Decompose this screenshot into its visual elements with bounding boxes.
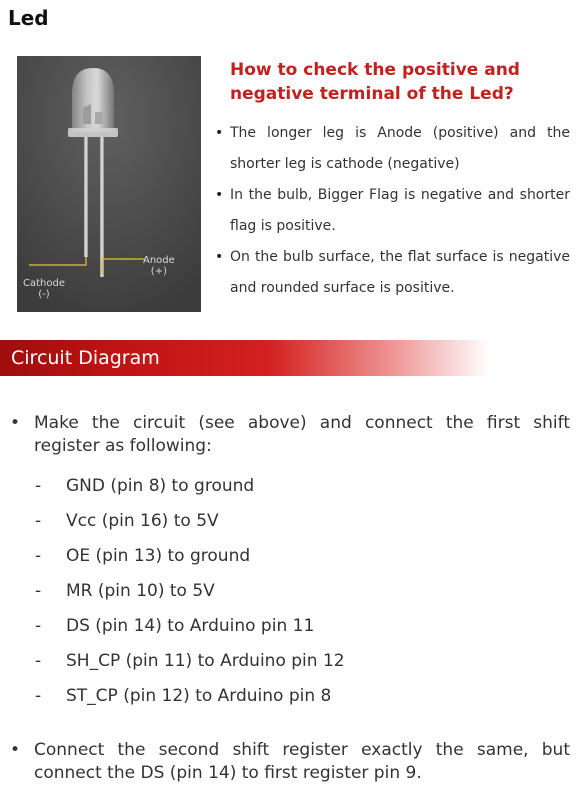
section-banner <box>0 340 490 376</box>
dash-icon: - <box>35 511 42 531</box>
bullet-icon: • <box>10 740 21 760</box>
list-item <box>10 579 570 614</box>
pin-connection: ST_CP (pin 12) to Arduino pin 8 <box>66 686 332 706</box>
dash-icon: - <box>35 616 42 636</box>
cathode-label <box>23 278 65 300</box>
pin-connection: OE (pin 13) to ground <box>66 546 251 566</box>
dash-icon: - <box>35 581 42 601</box>
list-item <box>10 649 570 684</box>
anode-text: Anode <box>143 255 175 266</box>
pin-connection: MR (pin 10) to 5V <box>66 581 215 601</box>
list-item <box>10 544 570 579</box>
pin-connection: Vcc (pin 16) to 5V <box>66 511 219 531</box>
polarity-list <box>214 118 570 304</box>
list-item: • On the bulb surface, the flat surface is negative and rounded surface is positive. <box>214 242 570 304</box>
pin-connection: GND (pin 8) to ground <box>66 476 255 496</box>
anode-sign: (+) <box>150 266 167 277</box>
dash-icon: - <box>35 651 42 671</box>
page-title: Led <box>8 6 49 30</box>
list-item: • In the bulb, Bigger Flag is negative and shorter flag is positive. <box>214 180 570 242</box>
instruction-text: Connect the second shift register exactly the same, but connect the DS (pin 14) to first register pin 9. <box>34 740 570 783</box>
dash-icon: - <box>35 686 42 706</box>
led-photo <box>17 56 201 312</box>
list-item: • The longer leg is Anode (positive) and the shorter leg is cathode (negative) <box>214 118 570 180</box>
instruction-item <box>10 412 570 458</box>
pin-connection: SH_CP (pin 11) to Arduino pin 12 <box>66 651 345 671</box>
pin-connection: DS (pin 14) to Arduino pin 11 <box>66 616 315 636</box>
pin-list <box>10 474 570 719</box>
cathode-sign: (-) <box>38 289 50 300</box>
section-title: Circuit Diagram <box>11 347 160 369</box>
dash-icon: - <box>35 546 42 566</box>
anode-label <box>143 255 175 277</box>
instructions <box>10 412 570 785</box>
list-item <box>10 614 570 649</box>
list-item <box>10 509 570 544</box>
list-item <box>10 474 570 509</box>
list-item <box>10 684 570 719</box>
cathode-text: Cathode <box>23 278 65 289</box>
question-heading: How to check the positive and negative terminal of the Led? <box>230 60 520 104</box>
dash-icon: - <box>35 476 42 496</box>
bullet-icon: • <box>10 413 21 433</box>
instruction-item <box>10 739 570 785</box>
instruction-text: Make the circuit (see above) and connect the first shift register as following: <box>34 413 570 456</box>
